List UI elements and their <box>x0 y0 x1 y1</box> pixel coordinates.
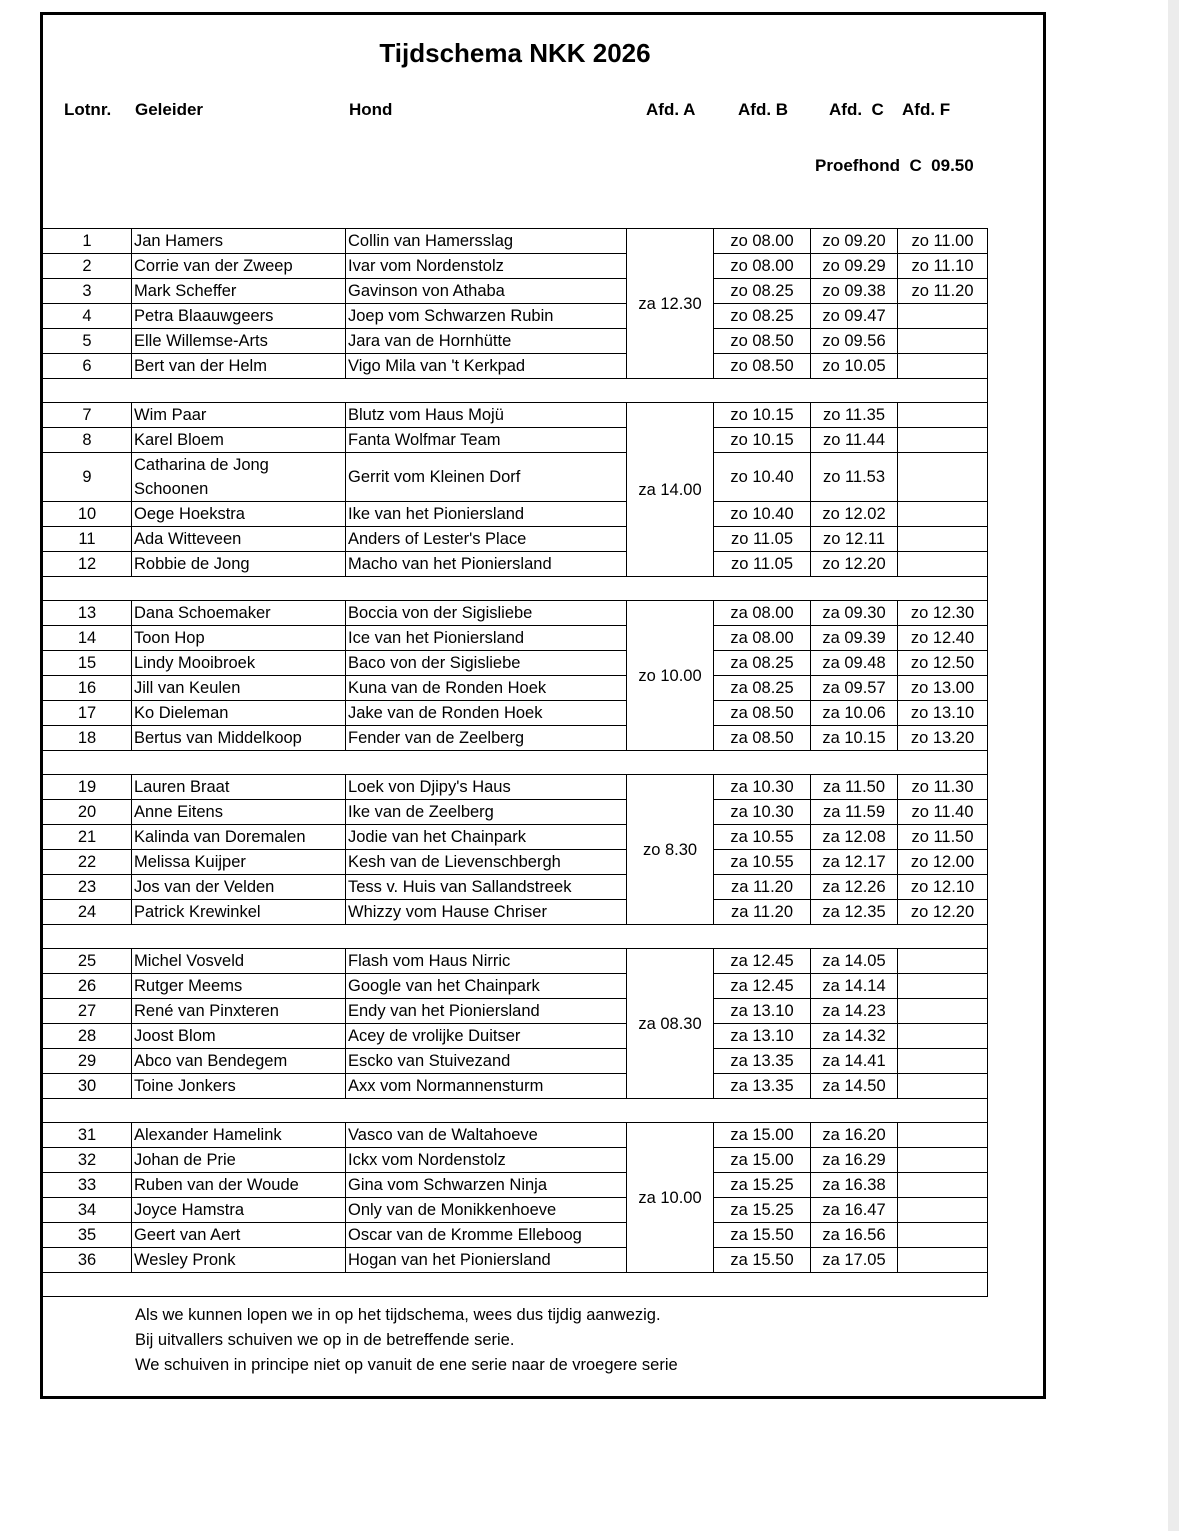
table-row <box>43 1049 988 1074</box>
afd-a-cell: za 12.30 <box>627 229 714 379</box>
lotnr-cell: 16 <box>43 676 132 701</box>
hond-cell: Acey de vrolijke Duitser <box>346 1024 627 1049</box>
hond-cell: Vigo Mila van 't Kerkpad <box>346 354 627 379</box>
afd-f-cell: zo 11.20 <box>898 279 988 304</box>
afd-f-cell <box>898 1148 988 1173</box>
geleider-cell: Michel Vosveld <box>132 949 346 974</box>
afd-b-cell: za 11.20 <box>714 900 811 925</box>
hond-cell: Whizzy vom Hause Chriser <box>346 900 627 925</box>
afd-c-cell: za 09.39 <box>811 626 898 651</box>
afd-c-cell: zo 12.02 <box>811 502 898 527</box>
note-line: Als we kunnen lopen we in op het tijdschema, wees dus tijdig aanwezig. <box>135 1306 661 1324</box>
afd-f-cell: zo 11.30 <box>898 775 988 800</box>
afd-b-cell: zo 10.15 <box>714 403 811 428</box>
afd-b-cell: zo 08.25 <box>714 279 811 304</box>
group-separator <box>43 577 988 601</box>
table-row <box>43 601 988 626</box>
lotnr-cell: 21 <box>43 825 132 850</box>
table-row <box>43 900 988 925</box>
afd-a-cell: za 08.30 <box>627 949 714 1099</box>
afd-c-cell: zo 11.53 <box>811 453 898 502</box>
afd-f-cell: zo 12.10 <box>898 875 988 900</box>
group-separator <box>43 379 988 403</box>
hond-cell: Escko van Stuivezand <box>346 1049 627 1074</box>
afd-b-cell: za 15.00 <box>714 1148 811 1173</box>
afd-b-cell: zo 08.00 <box>714 229 811 254</box>
page-title: Tijdschema NKK 2026 <box>379 38 651 68</box>
afd-f-cell <box>898 1248 988 1273</box>
afd-f-cell <box>898 354 988 379</box>
geleider-cell: Bertus van Middelkoop <box>132 726 346 751</box>
afd-b-cell: za 13.35 <box>714 1049 811 1074</box>
geleider-cell: Rutger Meems <box>132 974 346 999</box>
afd-c-cell: za 16.47 <box>811 1198 898 1223</box>
afd-c-cell: za 09.48 <box>811 651 898 676</box>
header-hond: Hond <box>349 100 393 119</box>
afd-c-cell: zo 09.56 <box>811 329 898 354</box>
afd-b-cell: za 15.25 <box>714 1198 811 1223</box>
afd-b-cell: za 10.55 <box>714 850 811 875</box>
geleider-cell: Patrick Krewinkel <box>132 900 346 925</box>
lotnr-cell: 14 <box>43 626 132 651</box>
table-row <box>43 1024 988 1049</box>
group-separator <box>43 925 988 949</box>
afd-f-cell: zo 12.00 <box>898 850 988 875</box>
afd-f-cell <box>898 527 988 552</box>
table-row <box>43 229 988 254</box>
geleider-cell: Elle Willemse-Arts <box>132 329 346 354</box>
hond-cell: Oscar van de Kromme Elleboog <box>346 1223 627 1248</box>
lotnr-cell: 17 <box>43 701 132 726</box>
group-separator <box>43 751 988 775</box>
afd-b-cell: zo 08.00 <box>714 254 811 279</box>
table-row <box>43 651 988 676</box>
afd-a-cell: za 14.00 <box>627 403 714 577</box>
geleider-cell: Karel Bloem <box>132 428 346 453</box>
afd-c-cell: zo 11.35 <box>811 403 898 428</box>
lotnr-cell: 5 <box>43 329 132 354</box>
lotnr-cell: 24 <box>43 900 132 925</box>
lotnr-cell: 18 <box>43 726 132 751</box>
lotnr-cell: 34 <box>43 1198 132 1223</box>
hond-cell: Jake van de Ronden Hoek <box>346 701 627 726</box>
afd-f-cell: zo 11.00 <box>898 229 988 254</box>
geleider-cell: Alexander Hamelink <box>132 1123 346 1148</box>
header-afd-c: Afd. C <box>829 100 884 119</box>
afd-f-cell <box>898 1074 988 1099</box>
separator-cell <box>43 925 988 949</box>
table-row <box>43 1223 988 1248</box>
lotnr-cell: 35 <box>43 1223 132 1248</box>
hond-cell: Gina vom Schwarzen Ninja <box>346 1173 627 1198</box>
afd-b-cell: za 11.20 <box>714 875 811 900</box>
lotnr-cell: 31 <box>43 1123 132 1148</box>
afd-c-cell: za 14.41 <box>811 1049 898 1074</box>
lotnr-cell: 30 <box>43 1074 132 1099</box>
afd-c-cell: za 11.50 <box>811 775 898 800</box>
afd-f-cell: zo 12.30 <box>898 601 988 626</box>
separator-cell <box>43 1099 988 1123</box>
afd-c-cell: zo 09.38 <box>811 279 898 304</box>
table-row <box>43 453 988 502</box>
geleider-cell: Melissa Kuijper <box>132 850 346 875</box>
table-row <box>43 775 988 800</box>
afd-b-cell: za 10.55 <box>714 825 811 850</box>
afd-b-cell: zo 08.50 <box>714 354 811 379</box>
afd-c-cell: za 17.05 <box>811 1248 898 1273</box>
lotnr-cell: 1 <box>43 229 132 254</box>
afd-b-cell: za 10.30 <box>714 775 811 800</box>
lotnr-cell: 7 <box>43 403 132 428</box>
table-row <box>43 304 988 329</box>
geleider-cell: Mark Scheffer <box>132 279 346 304</box>
hond-cell: Ivar vom Nordenstolz <box>346 254 627 279</box>
table-row <box>43 701 988 726</box>
header-geleider: Geleider <box>135 100 204 119</box>
afd-f-cell <box>898 974 988 999</box>
afd-c-cell: za 14.50 <box>811 1074 898 1099</box>
afd-c-cell: za 12.35 <box>811 900 898 925</box>
afd-f-cell <box>898 1173 988 1198</box>
table-row <box>43 999 988 1024</box>
geleider-cell: Corrie van der Zweep <box>132 254 346 279</box>
afd-f-cell: zo 13.20 <box>898 726 988 751</box>
afd-c-cell: za 10.06 <box>811 701 898 726</box>
hond-cell: Jodie van het Chainpark <box>346 825 627 850</box>
geleider-cell: Wim Paar <box>132 403 346 428</box>
afd-f-cell <box>898 502 988 527</box>
table-row <box>43 949 988 974</box>
lotnr-cell: 25 <box>43 949 132 974</box>
geleider-cell: Robbie de Jong <box>132 552 346 577</box>
afd-c-cell: zo 09.47 <box>811 304 898 329</box>
lotnr-cell: 36 <box>43 1248 132 1273</box>
afd-b-cell: zo 10.40 <box>714 453 811 502</box>
afd-c-cell: za 12.26 <box>811 875 898 900</box>
hond-cell: Tess v. Huis van Sallandstreek <box>346 875 627 900</box>
hond-cell: Ickx vom Nordenstolz <box>346 1148 627 1173</box>
afd-f-cell: zo 11.40 <box>898 800 988 825</box>
table-row <box>43 1123 988 1148</box>
hond-cell: Kesh van de Lievenschbergh <box>346 850 627 875</box>
table-row <box>43 676 988 701</box>
geleider-cell: Lauren Braat <box>132 775 346 800</box>
afd-f-cell <box>898 304 988 329</box>
lotnr-cell: 11 <box>43 527 132 552</box>
hond-cell: Boccia von der Sigisliebe <box>346 601 627 626</box>
afd-f-cell <box>898 453 988 502</box>
header-afd-f: Afd. F <box>902 100 951 119</box>
geleider-cell: Lindy Mooibroek <box>132 651 346 676</box>
afd-f-cell <box>898 1024 988 1049</box>
page-edge <box>1168 0 1179 1531</box>
table-row <box>43 254 988 279</box>
lotnr-cell: 29 <box>43 1049 132 1074</box>
afd-f-cell <box>898 1123 988 1148</box>
afd-c-cell: zo 09.29 <box>811 254 898 279</box>
afd-b-cell: zo 11.05 <box>714 527 811 552</box>
hond-cell: Fender van de Zeelberg <box>346 726 627 751</box>
note-line: Bij uitvallers schuiven we op in de betreffende serie. <box>135 1331 515 1349</box>
separator-cell <box>43 1273 988 1297</box>
afd-b-cell: zo 08.25 <box>714 304 811 329</box>
notes-row <box>43 1297 988 1379</box>
hond-cell: Vasco van de Waltahoeve <box>346 1123 627 1148</box>
afd-c-cell: zo 12.11 <box>811 527 898 552</box>
header-afd-a: Afd. A <box>646 100 696 119</box>
geleider-cell: Petra Blaauwgeers <box>132 304 346 329</box>
geleider-cell: Kalinda van Doremalen <box>132 825 346 850</box>
afd-c-cell: za 12.08 <box>811 825 898 850</box>
table-row <box>43 1173 988 1198</box>
lotnr-cell: 4 <box>43 304 132 329</box>
lotnr-cell: 26 <box>43 974 132 999</box>
afd-c-cell: zo 09.20 <box>811 229 898 254</box>
hond-cell: Baco von der Sigisliebe <box>346 651 627 676</box>
afd-c-cell: za 11.59 <box>811 800 898 825</box>
hond-cell: Ice van het Pioniersland <box>346 626 627 651</box>
afd-b-cell: za 08.50 <box>714 701 811 726</box>
afd-b-cell: za 08.25 <box>714 651 811 676</box>
table-row <box>43 428 988 453</box>
table-row <box>43 875 988 900</box>
afd-f-cell: zo 12.20 <box>898 900 988 925</box>
hond-cell: Axx vom Normannensturm <box>346 1074 627 1099</box>
geleider-cell: Jos van der Velden <box>132 875 346 900</box>
afd-c-cell: za 09.30 <box>811 601 898 626</box>
afd-c-cell: za 09.57 <box>811 676 898 701</box>
afd-b-cell: za 15.50 <box>714 1223 811 1248</box>
hond-cell: Fanta Wolfmar Team <box>346 428 627 453</box>
lotnr-cell: 6 <box>43 354 132 379</box>
afd-a-cell: zo 8.30 <box>627 775 714 925</box>
header-afd-b: Afd. B <box>738 100 789 119</box>
afd-f-cell <box>898 552 988 577</box>
afd-c-cell: za 16.20 <box>811 1123 898 1148</box>
geleider-cell: Jill van Keulen <box>132 676 346 701</box>
geleider-cell: Ruben van der Woude <box>132 1173 346 1198</box>
afd-f-cell <box>898 999 988 1024</box>
afd-c-cell: zo 10.05 <box>811 354 898 379</box>
geleider-cell: Joost Blom <box>132 1024 346 1049</box>
table-row <box>43 726 988 751</box>
hond-cell: Jara van de Hornhütte <box>346 329 627 354</box>
afd-b-cell: za 08.00 <box>714 626 811 651</box>
afd-b-cell: za 08.50 <box>714 726 811 751</box>
hond-cell: Gerrit vom Kleinen Dorf <box>346 453 627 502</box>
afd-c-cell: za 16.38 <box>811 1173 898 1198</box>
geleider-cell: Toine Jonkers <box>132 1074 346 1099</box>
afd-f-cell <box>898 403 988 428</box>
separator-cell <box>43 577 988 601</box>
afd-f-cell: zo 12.50 <box>898 651 988 676</box>
geleider-cell: Abco van Bendegem <box>132 1049 346 1074</box>
table-row <box>43 354 988 379</box>
table-row <box>43 527 988 552</box>
lotnr-cell: 28 <box>43 1024 132 1049</box>
group-separator <box>43 1273 988 1297</box>
afd-c-cell: zo 12.20 <box>811 552 898 577</box>
hond-cell: Only van de Monikkenhoeve <box>346 1198 627 1223</box>
afd-b-cell: zo 10.40 <box>714 502 811 527</box>
afd-a-cell: zo 10.00 <box>627 601 714 751</box>
hond-cell: Hogan van het Pioniersland <box>346 1248 627 1273</box>
table-row <box>43 1198 988 1223</box>
geleider-cell: René van Pinxteren <box>132 999 346 1024</box>
hond-cell: Loek von Djipy's Haus <box>346 775 627 800</box>
afd-b-cell: za 15.00 <box>714 1123 811 1148</box>
afd-b-cell: za 12.45 <box>714 949 811 974</box>
afd-b-cell: za 13.35 <box>714 1074 811 1099</box>
geleider-cell: Geert van Aert <box>132 1223 346 1248</box>
afd-b-cell: za 08.00 <box>714 601 811 626</box>
afd-b-cell: zo 11.05 <box>714 552 811 577</box>
table-row <box>43 329 988 354</box>
afd-b-cell: zo 10.15 <box>714 428 811 453</box>
afd-f-cell: zo 13.10 <box>898 701 988 726</box>
geleider-cell: Ada Witteveen <box>132 527 346 552</box>
afd-f-cell <box>898 428 988 453</box>
afd-b-cell: za 15.50 <box>714 1248 811 1273</box>
afd-c-cell: za 16.56 <box>811 1223 898 1248</box>
lotnr-cell: 9 <box>43 453 132 502</box>
table-row <box>43 974 988 999</box>
notes <box>43 1297 988 1379</box>
hond-cell: Ike van de Zeelberg <box>346 800 627 825</box>
hond-cell: Joep vom Schwarzen Rubin <box>346 304 627 329</box>
afd-b-cell: zo 08.50 <box>714 329 811 354</box>
afd-b-cell: za 10.30 <box>714 800 811 825</box>
afd-b-cell: za 08.25 <box>714 676 811 701</box>
lotnr-cell: 13 <box>43 601 132 626</box>
lotnr-cell: 23 <box>43 875 132 900</box>
afd-c-cell: za 10.15 <box>811 726 898 751</box>
group-separator <box>43 1099 988 1123</box>
afd-a-cell: za 10.00 <box>627 1123 714 1273</box>
afd-f-cell: zo 13.00 <box>898 676 988 701</box>
lotnr-cell: 3 <box>43 279 132 304</box>
header-lotnr: Lotnr. <box>64 100 112 119</box>
hond-cell: Endy van het Pioniersland <box>346 999 627 1024</box>
geleider-cell: Joyce Hamstra <box>132 1198 346 1223</box>
hond-cell: Anders of Lester's Place <box>346 527 627 552</box>
afd-b-cell: za 12.45 <box>714 974 811 999</box>
table-row <box>43 403 988 428</box>
geleider-cell: Catharina de Jong Schoonen <box>132 453 346 502</box>
geleider-cell: Johan de Prie <box>132 1148 346 1173</box>
table-row <box>43 1148 988 1173</box>
geleider-cell: Jan Hamers <box>132 229 346 254</box>
table-row <box>43 825 988 850</box>
lotnr-cell: 12 <box>43 552 132 577</box>
geleider-cell: Oege Hoekstra <box>132 502 346 527</box>
afd-b-cell: za 13.10 <box>714 1024 811 1049</box>
hond-cell: Flash vom Haus Nirric <box>346 949 627 974</box>
afd-c-cell: za 14.14 <box>811 974 898 999</box>
afd-f-cell: zo 11.10 <box>898 254 988 279</box>
schedule-table <box>42 228 988 1378</box>
table-row <box>43 552 988 577</box>
table-row <box>43 1248 988 1273</box>
hond-cell: Gavinson von Athaba <box>346 279 627 304</box>
geleider-cell: Ko Dieleman <box>132 701 346 726</box>
afd-c-cell: za 16.29 <box>811 1148 898 1173</box>
geleider-cell: Bert van der Helm <box>132 354 346 379</box>
hond-cell: Ike van het Pioniersland <box>346 502 627 527</box>
separator-cell <box>43 379 988 403</box>
lotnr-cell: 19 <box>43 775 132 800</box>
afd-f-cell: zo 11.50 <box>898 825 988 850</box>
geleider-cell: Dana Schoemaker <box>132 601 346 626</box>
afd-f-cell <box>898 1049 988 1074</box>
afd-c-cell: za 14.32 <box>811 1024 898 1049</box>
proefhond-note: Proefhond C 09.50 <box>815 156 974 175</box>
afd-f-cell: zo 12.40 <box>898 626 988 651</box>
afd-b-cell: za 13.10 <box>714 999 811 1024</box>
lotnr-cell: 22 <box>43 850 132 875</box>
hond-cell: Google van het Chainpark <box>346 974 627 999</box>
hond-cell: Collin van Hamersslag <box>346 229 627 254</box>
lotnr-cell: 32 <box>43 1148 132 1173</box>
geleider-cell: Anne Eitens <box>132 800 346 825</box>
geleider-cell: Wesley Pronk <box>132 1248 346 1273</box>
afd-c-cell: za 14.23 <box>811 999 898 1024</box>
hond-cell: Blutz vom Haus Mojü <box>346 403 627 428</box>
table-row <box>43 279 988 304</box>
lotnr-cell: 10 <box>43 502 132 527</box>
afd-c-cell: za 12.17 <box>811 850 898 875</box>
hond-cell: Macho van het Pioniersland <box>346 552 627 577</box>
lotnr-cell: 33 <box>43 1173 132 1198</box>
lotnr-cell: 8 <box>43 428 132 453</box>
lotnr-cell: 27 <box>43 999 132 1024</box>
table-row <box>43 800 988 825</box>
afd-f-cell <box>898 1198 988 1223</box>
separator-cell <box>43 751 988 775</box>
afd-f-cell <box>898 1223 988 1248</box>
hond-cell: Kuna van de Ronden Hoek <box>346 676 627 701</box>
geleider-cell: Toon Hop <box>132 626 346 651</box>
table-row <box>43 626 988 651</box>
table-row <box>43 850 988 875</box>
lotnr-cell: 20 <box>43 800 132 825</box>
afd-c-cell: za 14.05 <box>811 949 898 974</box>
afd-f-cell <box>898 329 988 354</box>
lotnr-cell: 2 <box>43 254 132 279</box>
lotnr-cell: 15 <box>43 651 132 676</box>
afd-f-cell <box>898 949 988 974</box>
table-row <box>43 1074 988 1099</box>
afd-b-cell: za 15.25 <box>714 1173 811 1198</box>
afd-c-cell: zo 11.44 <box>811 428 898 453</box>
note-line: We schuiven in principe niet op vanuit de ene serie naar de vroegere serie <box>135 1356 678 1374</box>
table-row <box>43 502 988 527</box>
